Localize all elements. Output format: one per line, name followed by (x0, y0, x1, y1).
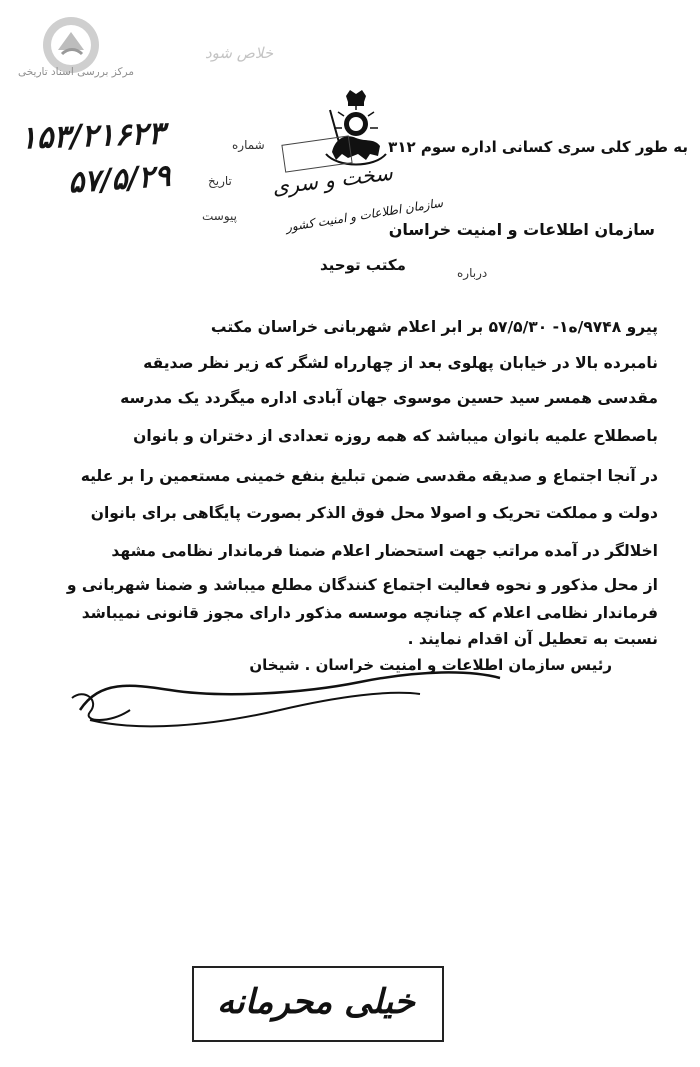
watermark-text: مرکز بررسی اسناد تاریخی (18, 66, 134, 78)
body-line: از محل مذکور و نحوه فعالیت اجتماع کنندگان مطلع میباشد و ضمنا شهربانی و (66, 576, 658, 594)
body-line: نامبرده بالا در خیابان پهلوی بعد از چهارراه لشگر که زیر نظر صدیقه (143, 354, 658, 372)
classification-stamp: خیلی محرمانه (217, 982, 415, 1022)
secret-stamp: سخت و سری (270, 160, 394, 200)
body-line: اخلالگر در آمده مراتب جهت استحضار اعلام ضمنا فرماندار نظامی مشهد (111, 542, 658, 560)
number-label: شماره (232, 138, 265, 152)
body-line: نسبت به تعطیل آن اقدام نمایند . (407, 630, 658, 648)
organization-name: سازمان اطلاعات و امنیت خراسان (388, 220, 655, 239)
date-label: تاریخ (208, 174, 232, 188)
body-line: مقدسی همسر سید حسین موسوی جهان آبادی اداره میگردد یک مدرسه (120, 389, 658, 407)
signature (60, 640, 520, 740)
body-line: در آنجا اجتماع و صدیقه مقدسی ضمن تبلیغ بنفع خمینی مستعمین را بر علیه (80, 467, 658, 485)
attachment-label: پیوست (202, 209, 237, 223)
subject-label: درباره (457, 266, 488, 280)
faint-stamp: خلاص شود (205, 44, 274, 62)
body-line: فرماندار نظامی اعلام که چنانچه موسسه مذکور دارای مجوز قانونی نمیباشد (81, 604, 658, 622)
signature-line: رئیس سازمان اطلاعات و امنیت خراسان . شیخان (249, 656, 612, 674)
secret-stamp-subtitle: سازمان اطلاعات و امنیت کشور (284, 195, 444, 235)
body-line: پیرو ۹۷۴۸/ه۱- ۵۷/۵/۳۰ بر ابر اعلام شهربانی خراسان مکتب (210, 318, 658, 336)
date-value: ۵۷/۵/۲۹ (66, 158, 172, 201)
body-line: دولت و مملکت تحریک و اصولا محل فوق الذکر بصورت پایگاهی برای بانوان (90, 504, 658, 522)
subject-value: مکتب توحید (320, 256, 406, 274)
number-value: ۱۵۳/۲۱۶۲۳ (19, 115, 166, 157)
classification-line: به طور کلی سری کسانی اداره سوم ۳۱۲ (388, 138, 688, 156)
body-line: باصطلاح علمیه بانوان میباشد که همه روزه تعدادی از دختران و بانوان (133, 427, 658, 445)
